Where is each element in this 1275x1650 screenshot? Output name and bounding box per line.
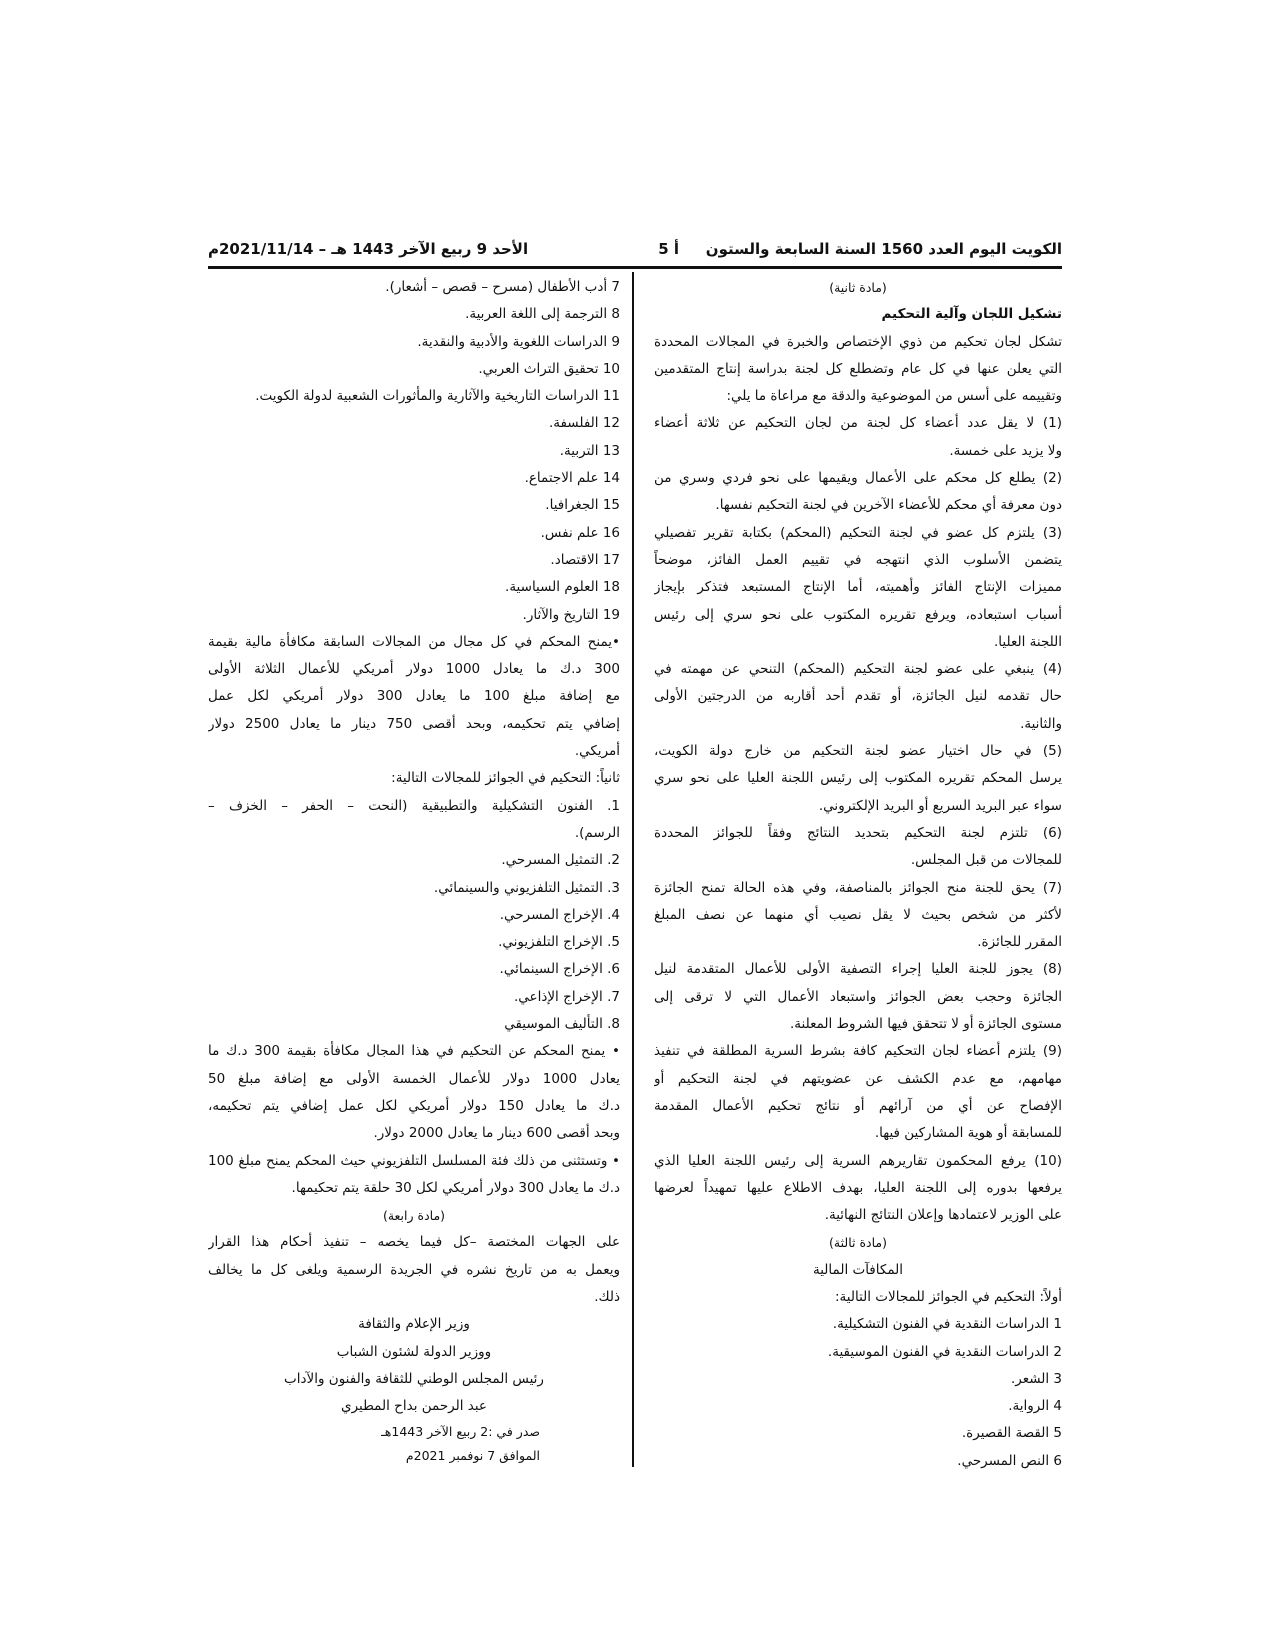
text-line: 8. التأليف الموسيقي xyxy=(504,1016,620,1033)
text-line: (مادة ثالثة) xyxy=(829,1235,887,1251)
text-line: 7. الإخراج الإذاعي. xyxy=(514,988,620,1005)
page-header xyxy=(208,236,1062,264)
text-line: 1 الدراسات النقدية في الفنون التشكيلية. xyxy=(832,1316,1062,1333)
text-line: 6. الإخراج السينمائي. xyxy=(499,961,620,978)
text-line: 1. الفنون التشكيلية والتطبيقية (النحت – الحفر – الخزف – xyxy=(208,797,620,814)
text-line: المقرر للجائزة. xyxy=(977,934,1062,951)
text-line: (10) يرفع المحكمون تقاريرهم السرية إلى رئيس اللجنة العليا الذي xyxy=(654,1152,1062,1169)
text-line: سواء عبر البريد السريع أو البريد الإلكتروني. xyxy=(818,797,1062,814)
text-line: والثانية. xyxy=(1020,715,1062,732)
signature-line: وزير الإعلام والثقافة xyxy=(358,1316,470,1333)
text-line: ذلك. xyxy=(594,1288,620,1305)
text-line: •يمنح المحكم في كل مجال من المجالات السابقة مكافأة مالية بقيمة xyxy=(208,633,620,650)
text-line: • يمنح المحكم عن التحكيم في هذا المجال مكافأة بقيمة 300 د.ك ما xyxy=(208,1043,620,1060)
text-line: (مادة ثانية) xyxy=(829,280,887,295)
text-line: أولاً: التحكيم في الجوائز للمجالات التالية: xyxy=(834,1288,1062,1305)
text-line: 13 التربية. xyxy=(559,442,620,459)
text-line: الجائزة وحجب بعض الجوائز واستبعاد الأعمال التي لا ترقى إلى xyxy=(654,988,1062,1005)
text-line: (7) يحق للجنة منح الجوائز بالمناصفة، وفي هذه الحالة تمنح الجائزة xyxy=(654,879,1062,896)
text-line: 5 القصة القصيرة. xyxy=(961,1425,1062,1442)
text-line: حال تقدمه لنيل الجائزة، أو تقدم أحد أقاربه من الدرجتين الأولى xyxy=(654,688,1062,705)
text-line: المكافآت المالية xyxy=(812,1261,903,1278)
text-line: (4) ينبغي على عضو لجنة التحكيم (المحكم) التنحي عن مهمته في xyxy=(654,661,1062,678)
text-line: (مادة رابعة) xyxy=(382,1208,446,1224)
text-line: (5) في حال اختيار عضو لجنة التحكيم من خارج دولة الكويت، xyxy=(654,743,1062,760)
left-column xyxy=(208,274,620,1468)
text-line: 2. التمثيل المسرحي. xyxy=(501,852,620,869)
text-line: على الوزير لاعتمادها وإعلان النتائج النهائية. xyxy=(824,1207,1062,1224)
text-line: 3 الشعر. xyxy=(1010,1370,1062,1387)
text-line: الرسم). xyxy=(574,824,620,841)
text-line: مهامهم، مع عدم الكشف عن عضويتهم في لجنة التحكيم أو xyxy=(654,1070,1062,1087)
text-line: دون معرفة أي محكم للأعضاء الآخرين في لجنة التحكيم نفسها. xyxy=(715,497,1062,514)
text-line: الإفصاح عن أي من آرائهم أو نتائج تحكيم الأعمال المقدمة xyxy=(654,1097,1062,1114)
text-line: أمريكي. xyxy=(574,743,620,760)
right-column xyxy=(654,274,1062,1475)
text-line: (6) تلتزم لجنة التحكيم بتحديد النتائج وفقاً للجوائز المحددة xyxy=(654,824,1062,841)
text-line: 16 علم نفس. xyxy=(540,524,620,541)
text-line: 4. الإخراج المسرحي. xyxy=(499,906,620,923)
text-line: ثانياً: التحكيم في الجوائز للمجالات التالية: xyxy=(391,770,620,787)
text-line: يرفعها بدوره إلى اللجنة العليا، بهدف الاطلاع عليها تمهيداً لعرضها xyxy=(654,1179,1062,1196)
text-line: 4 الرواية. xyxy=(1008,1398,1062,1415)
text-line: 2 الدراسات النقدية في الفنون الموسيقية. xyxy=(827,1343,1062,1360)
text-line: وتقييمه على أسس من الموضوعية والدقة مع مراعاة ما يلي: xyxy=(726,388,1062,405)
header-date: الأحد 9 ربيع الآخر 1443 هـ – 2021/11/14م xyxy=(208,240,529,258)
text-line: د.ك ما يعادل 300 دولار أمريكي لكل 30 حلقة يتم تحكيمها. xyxy=(291,1179,620,1196)
issued-date-line: الموافق 7 نوفمبر 2021م xyxy=(405,1448,540,1464)
text-line: اللجنة العليا. xyxy=(994,633,1062,650)
header-page-number: أ 5 xyxy=(658,240,679,258)
text-line: • وتستثنى من ذلك فئة المسلسل التلفزيوني حيث المحكم يمنح مبلغ 100 xyxy=(208,1152,620,1169)
text-line: (3) يلتزم كل عضو في لجنة التحكيم (المحكم) بكتابة تقرير تفصيلي xyxy=(654,524,1062,541)
text-line: مع إضافة مبلغ 100 ما يعادل 300 دولار أمريكي لكل عمل xyxy=(208,688,620,705)
text-line: (9) يلتزم أعضاء لجان التحكيم كافة بشرط السرية المطلقة في تنفيذ xyxy=(654,1043,1062,1060)
text-line: 9 الدراسات اللغوية والأدبية والنقدية. xyxy=(417,333,620,350)
text-line: تشكيل اللجان وآلية التحكيم xyxy=(881,306,1062,323)
text-line: د.ك ما يعادل 150 دولار أمريكي لكل عمل إضافي يتم تحكيمه، xyxy=(208,1097,620,1114)
text-line: (8) يجوز للجنة العليا إجراء التصفية الأولى للأعمال المتقدمة لنيل xyxy=(654,961,1062,978)
text-line: 3. التمثيل التلفزيوني والسينمائي. xyxy=(433,879,620,896)
text-line: إضافي يتم تحكيمه، وبحد أقصى 750 دينار ما يعادل 2500 دولار xyxy=(208,715,620,732)
text-line: 7 أدب الأطفال (مسرح – قصص – أشعار). xyxy=(385,279,620,295)
text-line: تشكل لجان تحكيم من ذوي الإختصاص والخبرة في المجالات المحددة xyxy=(654,333,1062,350)
text-line: لأكثر من شخص بحيث لا يقل نصيب أي منهما عن نصف المبلغ xyxy=(654,906,1062,923)
header-rule xyxy=(208,266,1062,269)
text-line: 11 الدراسات التاريخية والآثارية والمأثورات الشعبية لدولة الكويت. xyxy=(255,388,620,405)
column-divider xyxy=(632,272,634,1467)
text-line: للمسابقة أو هوية المشاركين فيها. xyxy=(874,1125,1062,1142)
text-line: وبحد أقصى 600 دينار ما يعادل 2000 دولار. xyxy=(373,1125,620,1142)
text-line: 15 الجغرافيا. xyxy=(545,497,620,514)
text-line: يتضمن الأسلوب الذي انتهجه في تقييم العمل الفائز، موضحاً xyxy=(654,551,1062,568)
text-line: مميزات الإنتاج الفائز وأهميته، أما الإنتاج المستبعد فتذكر بإيجاز xyxy=(654,579,1062,596)
text-line: (2) يطلع كل محكم على الأعمال ويقيمها على نحو فردي وسري من xyxy=(654,470,1062,487)
signature-line: رئيس المجلس الوطني للثقافة والفنون والآداب xyxy=(284,1370,544,1387)
text-line: على الجهات المختصة –كل فيما يخصه – تنفيذ أحكام هذا القرار xyxy=(208,1234,620,1251)
text-line: 12 الفلسفة. xyxy=(548,415,620,432)
text-line: 17 الاقتصاد. xyxy=(550,551,620,568)
text-line: 14 علم الاجتماع. xyxy=(524,470,620,487)
text-line: التي يعلن عنها في كل عام وتضطلع كل لجنة بدراسة إنتاج المتقدمين xyxy=(654,360,1062,377)
text-line: يعادل 1000 دولار للأعمال الخمسة الأولى مع إضافة مبلغ 50 xyxy=(208,1070,620,1087)
text-line: 10 تحقيق التراث العربي. xyxy=(478,360,620,377)
text-line: (1) لا يقل عدد أعضاء كل لجنة من لجان التحكيم عن ثلاثة أعضاء xyxy=(654,415,1062,432)
text-line: 18 العلوم السياسية. xyxy=(505,579,620,596)
signature-line: عبد الرحمن بداح المطيري xyxy=(341,1398,487,1415)
text-line: يرسل المحكم تقريره المكتوب إلى رئيس اللجنة العليا على نحو سري xyxy=(654,770,1062,787)
text-line: للمجالات من قبل المجلس. xyxy=(910,852,1062,869)
text-line: 6 النص المسرحي. xyxy=(957,1452,1062,1469)
text-line: 8 الترجمة إلى اللغة العربية. xyxy=(465,306,620,323)
text-line: 300 د.ك ما يعادل 1000 دولار أمريكي للأعمال الثلاثة الأولى xyxy=(208,661,620,678)
text-line: أسباب استبعاده، ويرفع تقريره المكتوب على نحو سري إلى رئيس xyxy=(654,606,1062,623)
signature-line: ووزير الدولة لشئون الشباب xyxy=(336,1343,492,1360)
text-line: 5. الإخراج التلفزيوني. xyxy=(498,934,620,951)
text-line: مستوى الجائزة أو لا تتحقق فيها الشروط المعلنة. xyxy=(790,1016,1062,1033)
text-line: ويعمل به من تاريخ نشره في الجريدة الرسمية ويلغى كل ما يخالف xyxy=(208,1261,620,1278)
header-issue: الكويت اليوم العدد 1560 السنة السابعة والستون xyxy=(705,240,1062,258)
text-line: 19 التاريخ والآثار. xyxy=(522,606,620,623)
issued-date-line: صدر في :2 ربيع الآخر 1443هـ xyxy=(381,1424,540,1440)
text-line: ولا يزيد على خمسة. xyxy=(949,442,1062,459)
